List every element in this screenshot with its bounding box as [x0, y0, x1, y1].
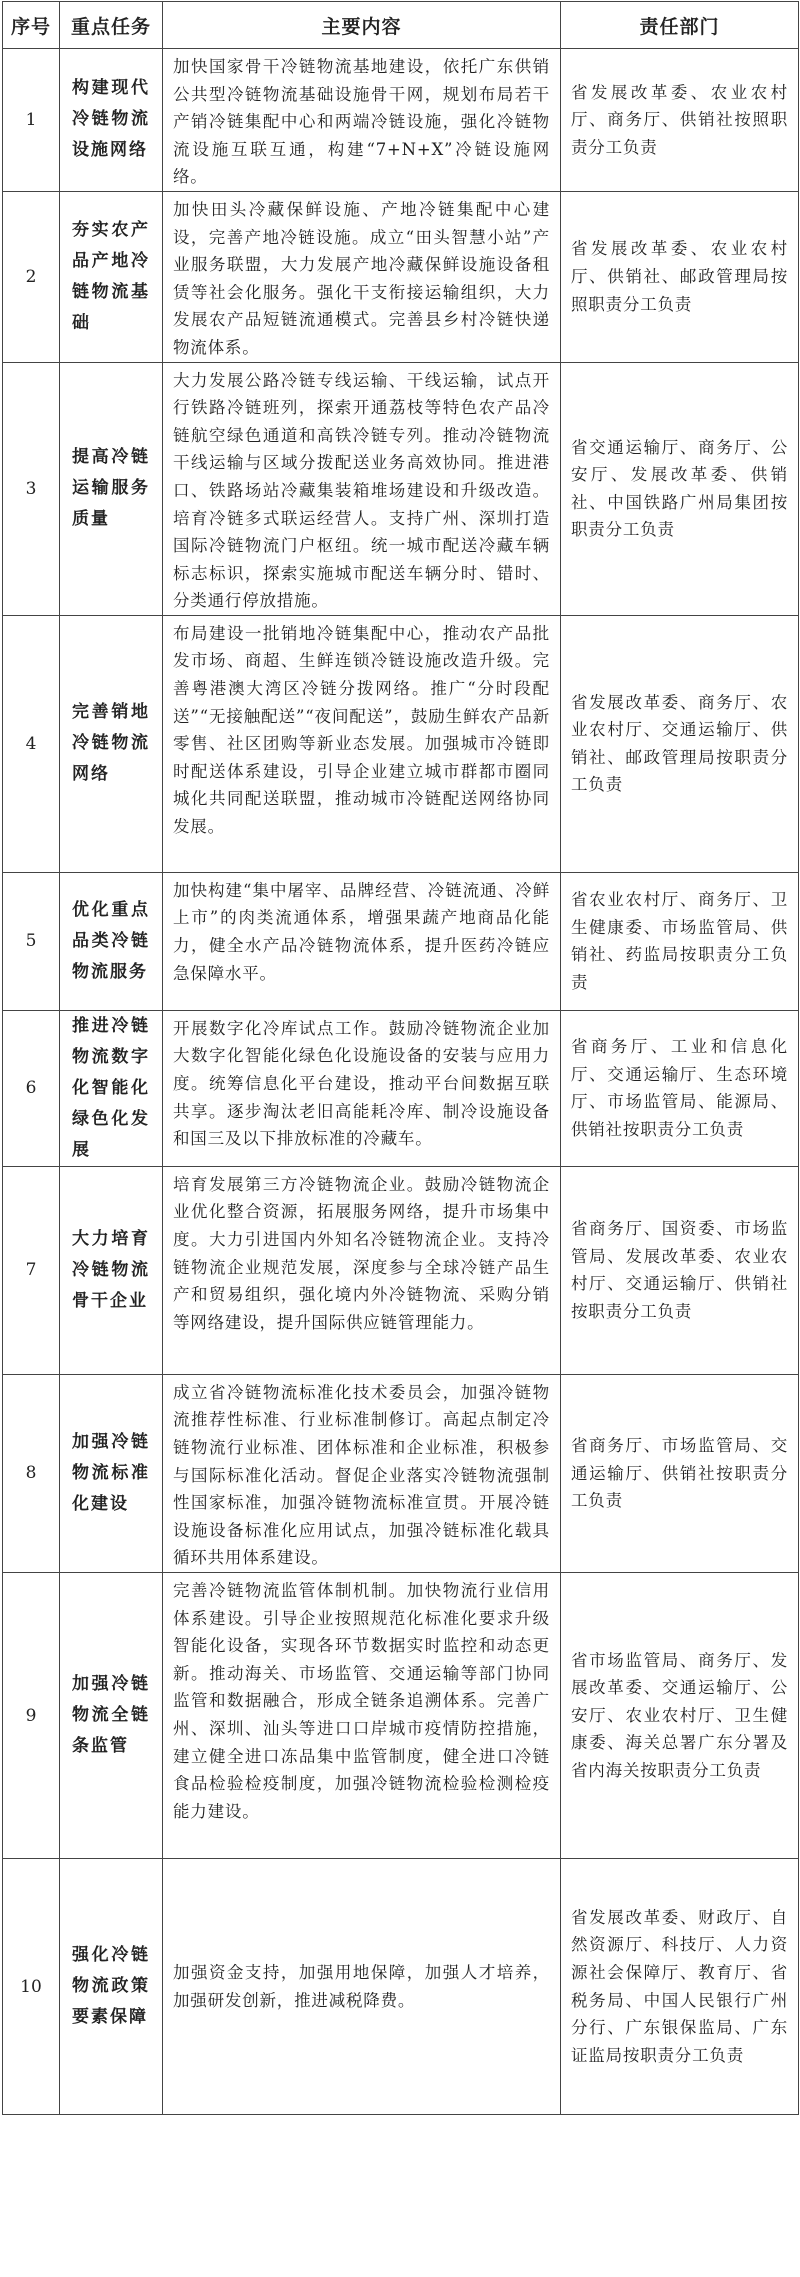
row-dept: 省发展改革委、财政厅、自然资源厅、科技厅、人力资源社会保障厅、教育厅、省税务局、中国人民银行广州分行、广东银保监局、广东证监局按职责分工负责 [561, 1859, 799, 2115]
row-content: 培育发展第三方冷链物流企业。鼓励冷链物流企业优化整合资源，拓展服务网络，提升市场集中度。大力引进国内外知名冷链物流企业。支持冷链物流企业规范发展，深度参与全球冷链产品生产和贸易组织，强化境内外冷链物流、采购分销等网络建设，提升国际供应链管理能力。 [163, 1166, 561, 1374]
row-task: 大力培育冷链物流骨干企业 [60, 1166, 163, 1374]
table-row [3, 1010, 799, 1166]
row-number: 3 [3, 362, 60, 615]
row-number: 9 [3, 1573, 60, 1859]
row-content: 加快田头冷藏保鲜设施、产地冷链集配中心建设，完善产地冷链设施。成立“田头智慧小站”产业服务联盟，大力发展产地冷藏保鲜设施设备租赁等社会化服务。强化干支衔接运输组织，大力发展农产品短链流通模式。完善县乡村冷链快递物流体系。 [163, 191, 561, 362]
table-row [3, 1166, 799, 1374]
table-row [3, 1374, 799, 1572]
row-dept: 省市场监管局、商务厅、发展改革委、交通运输厅、公安厅、农业农村厅、卫生健康委、海关总署广东分署及省内海关按职责分工负责 [561, 1573, 799, 1859]
row-number: 1 [3, 49, 60, 192]
row-content: 加强资金支持，加强用地保障，加强人才培养，加强研发创新，推进减税降费。 [163, 1859, 561, 2115]
task-table [2, 1, 799, 2115]
row-content: 加快构建“集中屠宰、品牌经营、冷链流通、冷鲜上市”的肉类流通体系，增强果蔬产地商品化能力，健全水产品冷链物流体系，提升医药冷链应急保障水平。 [163, 872, 561, 1010]
row-task: 构建现代冷链物流设施网络 [60, 49, 163, 192]
table-row [3, 362, 799, 615]
row-task: 加强冷链物流标准化建设 [60, 1374, 163, 1572]
row-dept: 省交通运输厅、商务厅、公安厅、发展改革委、供销社、中国铁路广州局集团按职责分工负责 [561, 362, 799, 615]
row-dept: 省商务厅、国资委、市场监管局、发展改革委、农业农村厅、交通运输厅、供销社按职责分工负责 [561, 1166, 799, 1374]
row-dept: 省发展改革委、商务厅、农业农村厅、交通运输厅、供销社、邮政管理局按职责分工负责 [561, 615, 799, 872]
row-task: 优化重点品类冷链物流服务 [60, 872, 163, 1010]
row-dept: 省商务厅、市场监管局、交通运输厅、供销社按职责分工负责 [561, 1374, 799, 1572]
header-main-content: 主要内容 [163, 2, 561, 49]
row-task: 夯实农产品产地冷链物流基础 [60, 191, 163, 362]
row-content: 大力发展公路冷链专线运输、干线运输，试点开行铁路冷链班列，探索开通荔枝等特色农产品冷链航空绿色通道和高铁冷链专列。推动冷链物流干线运输与区域分拨配送业务高效协同。推进港口、铁路场站冷藏集装箱堆场建设和升级改造。培育冷链多式联运经营人。支持广州、深圳打造国际冷链物流门户枢纽。统一城市配送冷藏车辆标志标识，探索实施城市配送车辆分时、错时、分类通行停放措施。 [163, 362, 561, 615]
table-row [3, 1573, 799, 1859]
row-content: 加快国家骨干冷链物流基地建设，依托广东供销公共型冷链物流基础设施骨干网，规划布局若干产销冷链集配中心和两端冷链设施，强化冷链物流设施互联互通，构建“7+N+X”冷链设施网络。 [163, 49, 561, 192]
row-task: 强化冷链物流政策要素保障 [60, 1859, 163, 2115]
row-number: 6 [3, 1010, 60, 1166]
row-task: 推进冷链物流数字化智能化绿色化发展 [60, 1010, 163, 1166]
row-number: 4 [3, 615, 60, 872]
row-task: 加强冷链物流全链条监管 [60, 1573, 163, 1859]
header-serial: 序号 [3, 2, 60, 49]
row-content: 完善冷链物流监管体制机制。加快物流行业信用体系建设。引导企业按照规范化标准化要求升级智能化设备，实现各环节数据实时监控和动态更新。推动海关、市场监管、交通运输等部门协同监管和数据融合，形成全链条追溯体系。完善广州、深圳、汕头等进口口岸城市疫情防控措施，建立健全进口冻品集中监管制度，健全进口冷链食品检验检疫制度，加强冷链物流检验检测检疫能力建设。 [163, 1573, 561, 1859]
row-number: 10 [3, 1859, 60, 2115]
table-row [3, 1859, 799, 2115]
row-dept: 省发展改革委、农业农村厅、商务厅、供销社按照职责分工负责 [561, 49, 799, 192]
row-number: 2 [3, 191, 60, 362]
row-task: 提高冷链运输服务质量 [60, 362, 163, 615]
header-responsible-dept: 责任部门 [561, 2, 799, 49]
row-dept: 省发展改革委、农业农村厅、供销社、邮政管理局按照职责分工负责 [561, 191, 799, 362]
row-number: 8 [3, 1374, 60, 1572]
row-number: 5 [3, 872, 60, 1010]
table-header-row [3, 2, 799, 49]
table-row [3, 191, 799, 362]
table-row [3, 615, 799, 872]
row-content: 布局建设一批销地冷链集配中心，推动农产品批发市场、商超、生鲜连锁冷链设施改造升级。完善粤港澳大湾区冷链分拨网络。推广“分时段配送”“无接触配送”“夜间配送”，鼓励生鲜农产品新零售、社区团购等新业态发展。加强城市冷链即时配送体系建设，引导企业建立城市群都市圈同城化共同配送联盟，推动城市冷链配送网络协同发展。 [163, 615, 561, 872]
header-key-task: 重点任务 [60, 2, 163, 49]
row-content: 成立省冷链物流标准化技术委员会，加强冷链物流推荐性标准、行业标准制修订。高起点制定冷链物流行业标准、团体标准和企业标准，积极参与国际标准化活动。督促企业落实冷链物流强制性国家标准，加强冷链物流标准宣贯。开展冷链设施设备标准化应用试点，加强冷链标准化载具循环共用体系建设。 [163, 1374, 561, 1572]
row-content: 开展数字化冷库试点工作。鼓励冷链物流企业加大数字化智能化绿色化设施设备的安装与应用力度。统筹信息化平台建设，推动平台间数据互联共享。逐步淘汰老旧高能耗冷库、制冷设施设备和国三及以下排放标准的冷藏车。 [163, 1010, 561, 1166]
row-task: 完善销地冷链物流网络 [60, 615, 163, 872]
table-row [3, 49, 799, 192]
row-dept: 省农业农村厅、商务厅、卫生健康委、市场监管局、供销社、药监局按职责分工负责 [561, 872, 799, 1010]
row-number: 7 [3, 1166, 60, 1374]
table-row [3, 872, 799, 1010]
row-dept: 省商务厅、工业和信息化厅、交通运输厅、生态环境厅、市场监管局、能源局、供销社按职责分工负责 [561, 1010, 799, 1166]
